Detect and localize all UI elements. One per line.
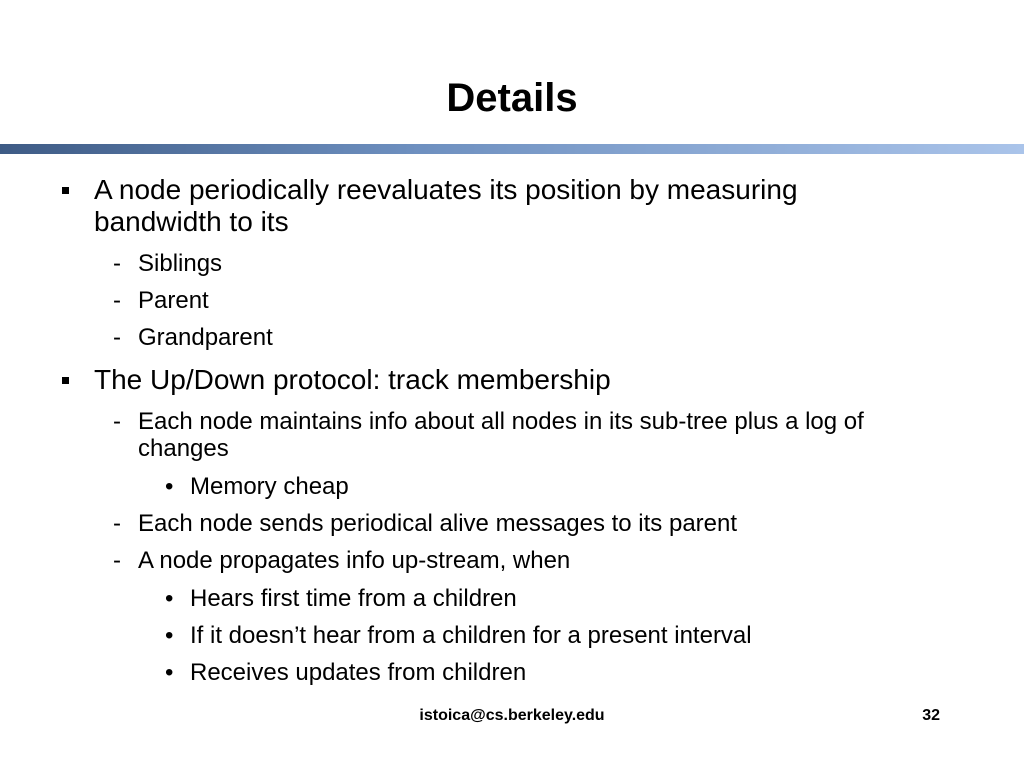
square-bullet-icon [62,364,94,384]
dash-bullet-icon: - [113,250,121,277]
footer-email: istoica@cs.berkeley.edu [419,707,605,724]
title-divider [0,144,1024,154]
sub-bullet-item [113,324,913,351]
dash-bullet-icon: - [113,547,121,574]
dot-bullet-icon: • [165,659,174,686]
sub-bullet-text: A node propagates info up-stream, when [138,547,571,574]
sub-bullet-text: Grandparent [138,324,273,351]
sub-sub-bullet-text: Hears first time from a children [190,585,517,612]
sub-bullet-text: Parent [138,287,209,314]
sub-bullet-item [113,250,913,277]
sub-sub-bullet-item [165,473,885,500]
sub-bullet-text: Each node maintains info about all nodes in its sub-tree plus a log of changes [138,408,864,462]
dash-bullet-icon: - [113,287,121,314]
sub-bullet-item [113,408,913,462]
bullet-text: A node periodically reevaluates its position by measuring bandwidth to its [94,174,798,237]
sub-sub-bullet-item [165,659,885,686]
slide-number: 32 [922,707,940,724]
slide-title: Details [446,76,578,120]
sub-sub-bullet-text: Memory cheap [190,473,349,500]
sub-bullet-item [113,510,913,537]
dot-bullet-icon: • [165,585,174,612]
dash-bullet-icon: - [113,510,121,537]
sub-bullet-text: Siblings [138,250,223,277]
sub-bullet-item [113,547,913,574]
dot-bullet-icon: • [165,622,174,649]
sub-bullet-item [113,287,913,314]
bullet-text: The Up/Down protocol: track membership [94,364,611,395]
dash-bullet-icon: - [113,408,121,435]
dash-bullet-icon: - [113,324,121,351]
square-bullet-icon [62,174,94,194]
sub-sub-bullet-item [165,585,885,612]
sub-bullet-text: Each node sends periodical alive messages to its parent [138,510,738,537]
dot-bullet-icon: • [165,473,174,500]
sub-sub-bullet-text: If it doesn’t hear from a children for a present interval [190,622,752,649]
sub-sub-bullet-text: Receives updates from children [190,659,527,686]
bullet-item [62,364,822,396]
bullet-item [62,174,822,238]
sub-sub-bullet-item [165,622,885,649]
